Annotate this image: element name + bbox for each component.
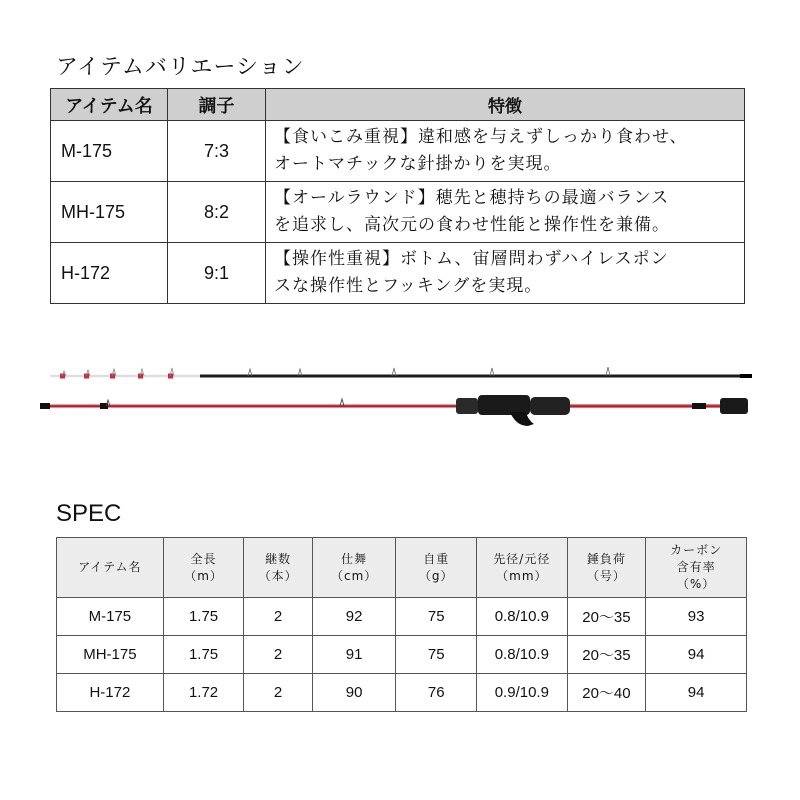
spec-pieces: 2	[244, 636, 312, 674]
header-action: 調子	[168, 89, 266, 121]
spec-closed-length: 92	[312, 598, 396, 636]
variation-table	[50, 88, 745, 304]
header-feature: 特徴	[266, 89, 745, 121]
spec-carbon: 94	[646, 636, 747, 674]
feature-line: 【操作性重視】ボトム、宙層問わずハイレスポン	[274, 249, 669, 269]
spec-header-line: 全長	[190, 551, 217, 566]
spec-header-line: （cm）	[330, 568, 378, 583]
spec-lure-weight: 20～40	[567, 674, 646, 712]
spec-diameter: 0.8/10.9	[477, 636, 568, 674]
spec-header-line: カーボン	[670, 543, 723, 557]
spec-item-name: H-172	[57, 674, 164, 712]
spec-header-carbon	[646, 538, 747, 598]
feature-line: 【オールラウンド】穂先と穂持ちの最適バランス	[274, 188, 670, 208]
spec-weight: 75	[396, 636, 477, 674]
rod-butt-section	[40, 395, 748, 426]
spec-diameter: 0.8/10.9	[477, 598, 568, 636]
item-action: 7:3	[168, 121, 266, 182]
spec-carbon: 93	[646, 598, 747, 636]
header-item-name: アイテム名	[51, 89, 168, 121]
spec-header-diameter	[477, 538, 568, 598]
spec-diameter: 0.9/10.9	[477, 674, 568, 712]
spec-header-line: 含有率	[676, 560, 716, 574]
item-name: M-175	[51, 121, 168, 182]
spec-header-row	[57, 538, 747, 598]
spec-header-line: （m）	[184, 568, 223, 583]
spec-header-line: 継数	[265, 551, 292, 566]
spec-item-name: MH-175	[57, 636, 164, 674]
spec-header-line: （号）	[586, 568, 626, 583]
table-row	[57, 636, 747, 674]
variation-header-row	[51, 89, 745, 121]
spec-header-lure-weight	[567, 538, 646, 598]
item-name: MH-175	[51, 182, 168, 243]
spec-header-closed-length	[312, 538, 396, 598]
spec-pieces: 2	[244, 674, 312, 712]
spec-carbon: 94	[646, 674, 747, 712]
spec-header-line: （mm）	[496, 568, 548, 583]
spec-weight: 76	[396, 674, 477, 712]
spec-closed-length: 91	[312, 636, 396, 674]
spec-closed-length: 90	[312, 674, 396, 712]
feature-line: を追求し、高次元の食わせ性能と操作性を兼備。	[274, 215, 670, 235]
spec-length: 1.72	[163, 674, 244, 712]
spec-item-name: M-175	[57, 598, 164, 636]
item-action: 8:2	[168, 182, 266, 243]
spec-header-item-name: アイテム名	[57, 538, 164, 598]
spec-lure-weight: 20～35	[567, 636, 646, 674]
spec-table	[56, 537, 747, 712]
spec-length: 1.75	[163, 636, 244, 674]
spec-header-weight	[396, 538, 477, 598]
spec-length: 1.75	[163, 598, 244, 636]
item-feature	[266, 182, 745, 243]
spec-header-line: 先径/元径	[493, 551, 551, 566]
table-row	[57, 598, 747, 636]
table-row	[51, 182, 745, 243]
spec-header-line: （g）	[418, 568, 454, 583]
spec-header-line: 錘負荷	[586, 551, 626, 566]
spec-header-pieces	[244, 538, 312, 598]
item-feature	[266, 243, 745, 304]
spec-weight: 75	[396, 598, 477, 636]
variation-section-title: アイテムバリエーション	[56, 55, 305, 80]
item-name: H-172	[51, 243, 168, 304]
spec-header-length	[163, 538, 244, 598]
table-row	[57, 674, 747, 712]
item-action: 9:1	[168, 243, 266, 304]
spec-header-line: 仕舞	[341, 551, 368, 566]
feature-line: スな操作性とフッキングを実現。	[274, 276, 543, 296]
rod-tip-section	[50, 367, 752, 379]
spec-header-line: 自重	[423, 551, 450, 566]
feature-line: オートマチックな針掛かりを実現。	[274, 154, 562, 174]
spec-lure-weight: 20～35	[567, 598, 646, 636]
item-feature	[266, 121, 745, 182]
spec-header-line: （本）	[258, 568, 298, 583]
table-row	[51, 243, 745, 304]
fishing-rod-image	[40, 350, 760, 430]
table-row	[51, 121, 745, 182]
feature-line: 【食いこみ重視】違和感を与えずしっかり食わせ、	[274, 127, 688, 147]
spec-pieces: 2	[244, 598, 312, 636]
spec-section-title: SPEC	[56, 500, 122, 527]
spec-header-line: （%）	[676, 577, 716, 591]
